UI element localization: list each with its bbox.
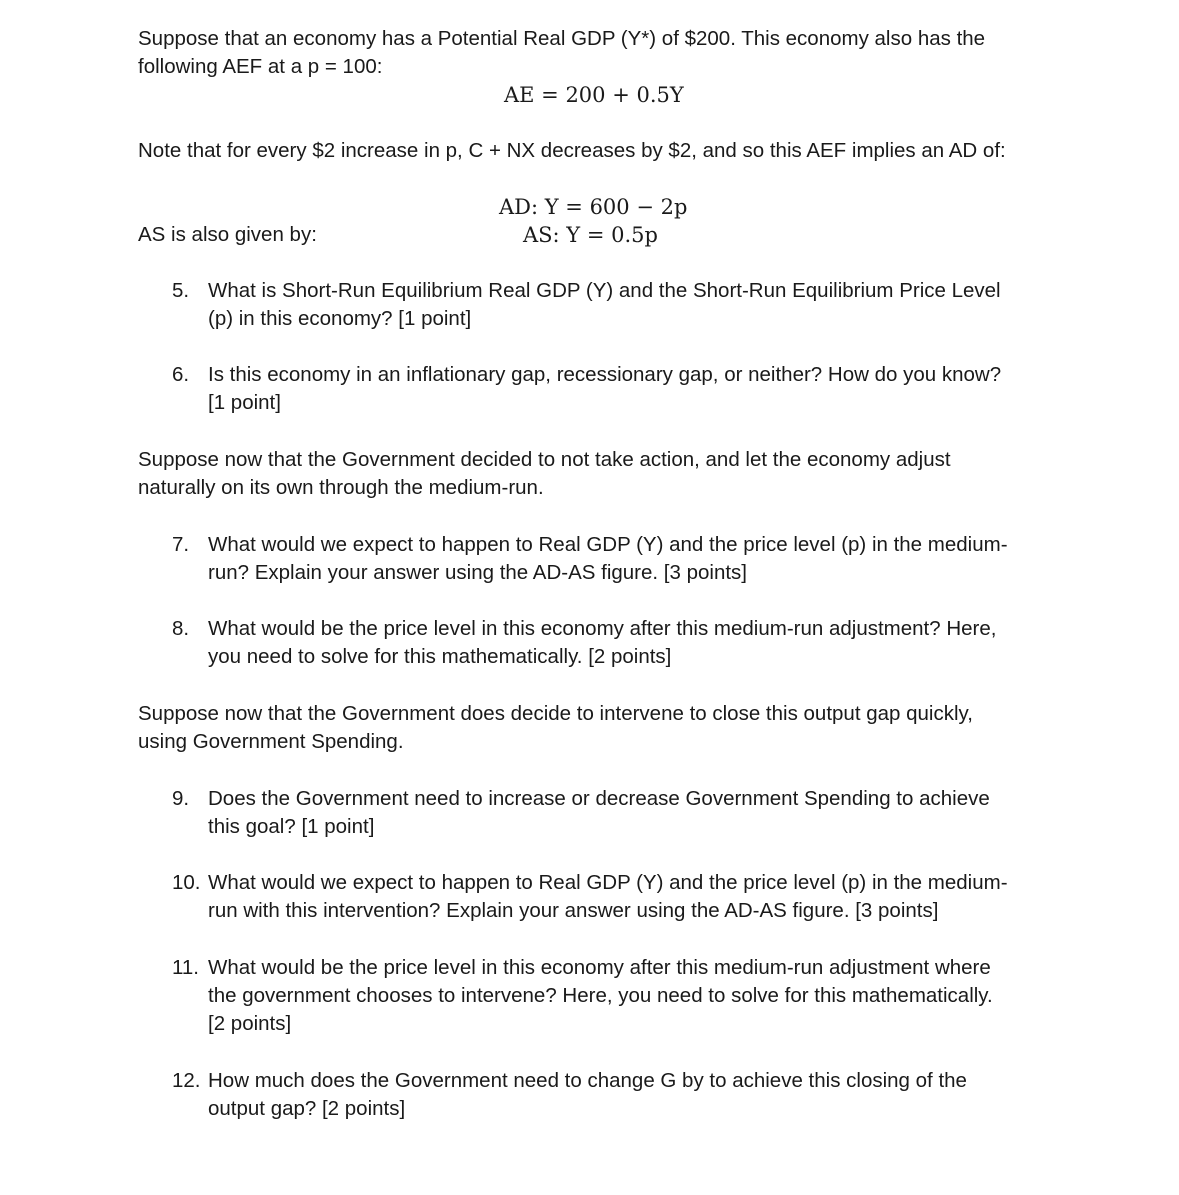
question-number: 7.: [172, 533, 190, 556]
question-number: 8.: [172, 617, 190, 640]
intro-line-1: Suppose that an economy has a Potential Real GDP (Y*) of $200. This economy also has the: [138, 27, 986, 50]
question-text: What would be the price level in this economy after this medium-run adjustment? Here, you need to solve for this mathematically. [2 points]: [208, 617, 997, 668]
question-number: 12.: [172, 1069, 201, 1092]
question-number: 11.: [172, 956, 199, 979]
note-paragraph: [138, 137, 1038, 165]
question-number: 10.: [172, 871, 201, 894]
intro-paragraph: [138, 25, 1038, 81]
as-label: AS is also given by:: [138, 223, 317, 246]
question-number: 5.: [172, 279, 190, 302]
question-text: What is Short-Run Equilibrium Real GDP (Y) and the Short-Run Equilibrium Price Level (p) in this economy? [1 point]: [208, 279, 1001, 330]
as-equation: AS: Y = 0.5p: [523, 223, 658, 247]
question-text: What would we expect to happen to Real GDP (Y) and the price level (p) in the medium- run? Explain your answer using the AD-AS figure. [3 points]: [208, 533, 1008, 584]
scenario-1-paragraph: Suppose now that the Government decided to not take action, and let the economy adjust naturally on its own through the medium-run.: [138, 448, 951, 499]
question-text: Is this economy in an inflationary gap, recessionary gap, or neither? How do you know? [1 point]: [208, 363, 1002, 414]
question-number: 9.: [172, 787, 190, 810]
question-text: What would we expect to happen to Real GDP (Y) and the price level (p) in the medium- run with this intervention? Explain your answer using the AD-AS figure. [3 points]: [208, 871, 1008, 922]
question-text: Does the Government need to increase or decrease Government Spending to achieve this goal? [1 point]: [208, 787, 990, 838]
question-text: What would be the price level in this economy after this medium-run adjustment where the government chooses to intervene? Here, you need to solve for this mathematically. [2 points]: [208, 956, 993, 1035]
scenario-2-paragraph: Suppose now that the Government does decide to intervene to close this output gap quickly, using Government Spending.: [138, 702, 973, 753]
aef-equation: AE = 200 + 0.5Y: [504, 83, 684, 107]
ad-equation: AD: Y = 600 − 2p: [499, 195, 688, 219]
note-line: Note that for every $2 increase in p, C + NX decreases by $2, and so this AEF implies an AD of:: [138, 139, 1006, 162]
question-number: 6.: [172, 363, 190, 386]
question-text: How much does the Government need to change G by to achieve this closing of the output gap? [2 points]: [208, 1069, 967, 1120]
intro-line-2: following AEF at a p = 100:: [138, 55, 383, 78]
